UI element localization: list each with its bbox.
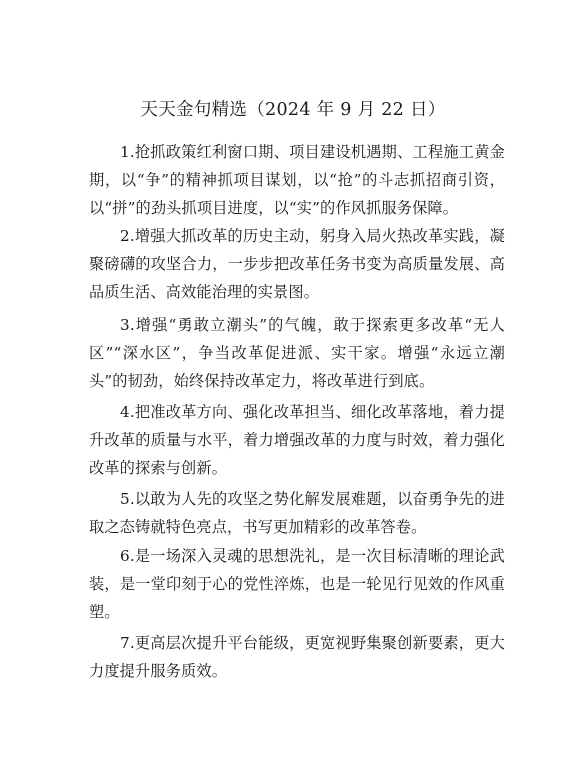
paragraph-7: 7.更高层次提升平台能级，更宽视野集聚创新要素，更大力度提升服务质效。	[89, 634, 505, 680]
paragraph-4: 4.把准改革方向、强化改革担当、细化改革落地，着力提升改革的质量与水平，着力增强改革的力度与时效，着力强化改革的探索与创新。	[89, 403, 505, 477]
document-title: 天天金句精选（2024 年 9 月 22 日）	[140, 100, 446, 120]
paragraph-6: 6.是一场深入灵魂的思想洗礼，是一次目标清晰的理论武装，是一堂印刻于心的党性淬炼，也是一轮见行见效的作风重塑。	[89, 547, 505, 621]
paragraph-3: 3.增强“勇敢立潮头”的气魄，敢于探索更多改革“无人区”“深水区”，争当改革促进派、实干家。增强“永远立潮头”的韧劲，始终保持改革定力，将改革进行到底。	[89, 316, 505, 390]
paragraph-5: 5.以敢为人先的攻坚之势化解发展难题，以奋勇争先的进取之态铸就特色亮点，书写更加精彩的改革答卷。	[89, 490, 505, 536]
paragraph-1: 1.抢抓政策红利窗口期、项目建设机遇期、工程施工黄金期，以“争”的精神抓项目谋划，以“抢”的斗志抓招商引资，以“拼”的劲头抓项目进度，以“实”的作风抓服务保障。	[89, 143, 505, 217]
paragraph-2: 2.增强大抓改革的历史主动，躬身入局火热改革实践，凝聚磅礴的攻坚合力，一步步把改革任务书变为高质量发展、高品质生活、高效能治理的实景图。	[89, 227, 505, 301]
